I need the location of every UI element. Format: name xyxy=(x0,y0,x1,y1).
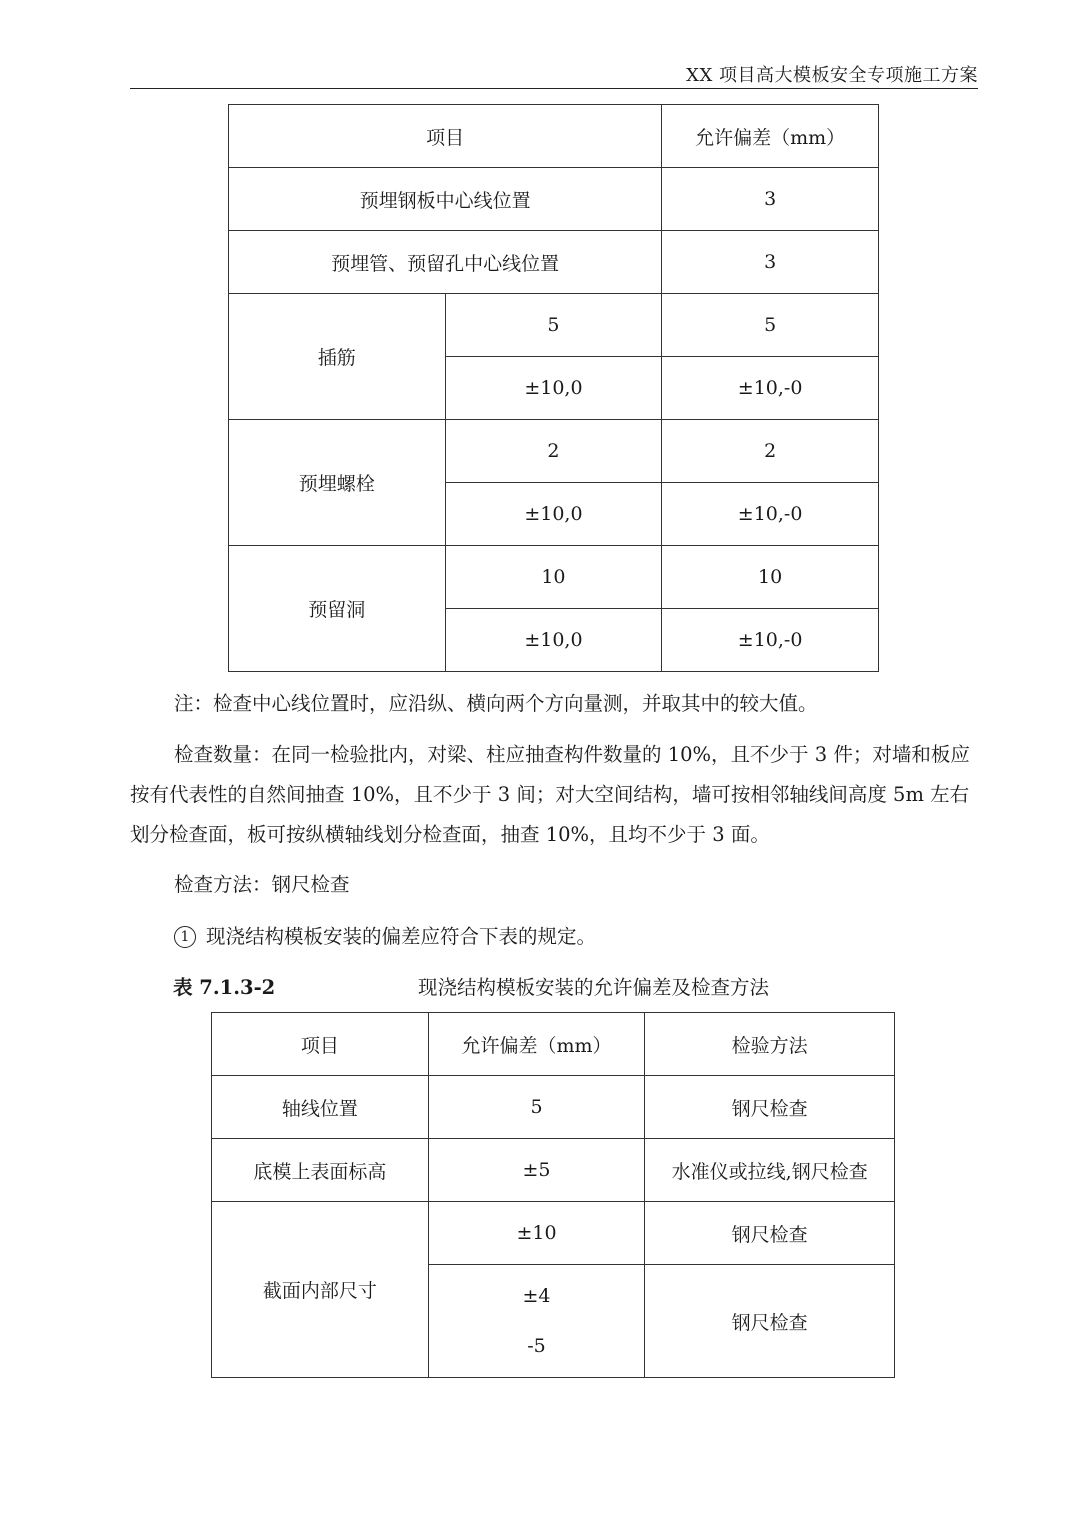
header-cell-method: 检验方法 xyxy=(645,1013,895,1076)
value-cell: ±5 xyxy=(428,1139,645,1202)
circled-number-marker: 1 xyxy=(174,926,196,948)
table-caption-title: 现浇结构模板安装的允许偏差及检查方法 xyxy=(418,976,770,999)
sub-cell: 2 xyxy=(445,420,662,483)
value-cell: ±10,-0 xyxy=(662,483,879,546)
value-cell: 2 xyxy=(662,420,879,483)
method-paragraph: 检查方法：钢尺检查 xyxy=(174,873,350,896)
method-cell: 钢尺检查 xyxy=(645,1076,895,1139)
value-cell: 3 xyxy=(662,168,879,231)
value-cell: ±10 xyxy=(428,1202,645,1265)
value-cell xyxy=(428,1265,645,1378)
header-cell-deviation: 允许偏差（mm） xyxy=(662,105,879,168)
table-row xyxy=(229,546,879,609)
quantity-paragraph: 检查数量：在同一检验批内，对梁、柱应抽查构件数量的 10%，且不少于 3 件；对墙和板应按有代表性的自然间抽查 10%，且不少于 3 间；对大空间结构，墙可按相邻轴线间高度 5m 左右划分检查面，板可按纵横轴线划分检查面，抽查 10%，且均不少于 3 面。 xyxy=(130,743,970,846)
item-cell: 底模上表面标高 xyxy=(212,1139,429,1202)
sub-cell: 10 xyxy=(445,546,662,609)
table-caption-number: 表 7.1.3-2 xyxy=(173,976,276,999)
note-paragraph: 注：检查中心线位置时，应沿纵、横向两个方向量测，并取其中的较大值。 xyxy=(174,692,818,715)
table-header-row xyxy=(229,105,879,168)
item-text: 现浇结构模板安装的偏差应符合下表的规定。 xyxy=(206,925,597,948)
method-cell: 水准仪或拉线,钢尺检查 xyxy=(645,1139,895,1202)
embedded-parts-deviation-table xyxy=(228,104,879,672)
table-row xyxy=(212,1076,895,1139)
item-paragraph xyxy=(130,917,980,957)
value-cell: 10 xyxy=(662,546,879,609)
table-row xyxy=(229,420,879,483)
method-cell: 钢尺检查 xyxy=(645,1202,895,1265)
group-item-cell: 插筋 xyxy=(229,294,446,420)
item-cell: 轴线位置 xyxy=(212,1076,429,1139)
item-cell: 预埋管、预留孔中心线位置 xyxy=(229,231,662,294)
value-cell: 3 xyxy=(662,231,879,294)
formwork-installation-deviation-table xyxy=(211,1012,895,1378)
sub-cell: 5 xyxy=(445,294,662,357)
value-cell: ±10,-0 xyxy=(662,357,879,420)
running-header: XX 项目高大模板安全专项施工方案 xyxy=(686,65,978,86)
item-cell: 预埋钢板中心线位置 xyxy=(229,168,662,231)
value-line: -5 xyxy=(527,1335,546,1357)
sub-cell: ±10,0 xyxy=(445,483,662,546)
sub-cell: ±10,0 xyxy=(445,357,662,420)
method-cell: 钢尺检查 xyxy=(645,1265,895,1378)
group-item-cell: 预留洞 xyxy=(229,546,446,672)
table-row xyxy=(212,1139,895,1202)
sub-cell: ±10,0 xyxy=(445,609,662,672)
table-row xyxy=(212,1202,895,1265)
group-item-cell: 预埋螺栓 xyxy=(229,420,446,546)
header-rule xyxy=(130,88,978,89)
value-cell: 5 xyxy=(428,1076,645,1139)
value-line: ±4 xyxy=(522,1285,551,1307)
header-cell-deviation: 允许偏差（mm） xyxy=(428,1013,645,1076)
header-cell-item: 项目 xyxy=(229,105,662,168)
value-cell: 5 xyxy=(662,294,879,357)
value-cell: ±10,-0 xyxy=(662,609,879,672)
table-row xyxy=(229,168,879,231)
header-cell-item: 项目 xyxy=(212,1013,429,1076)
table-row xyxy=(229,231,879,294)
table-header-row xyxy=(212,1013,895,1076)
table-row xyxy=(229,294,879,357)
group-item-cell: 截面内部尺寸 xyxy=(212,1202,429,1378)
